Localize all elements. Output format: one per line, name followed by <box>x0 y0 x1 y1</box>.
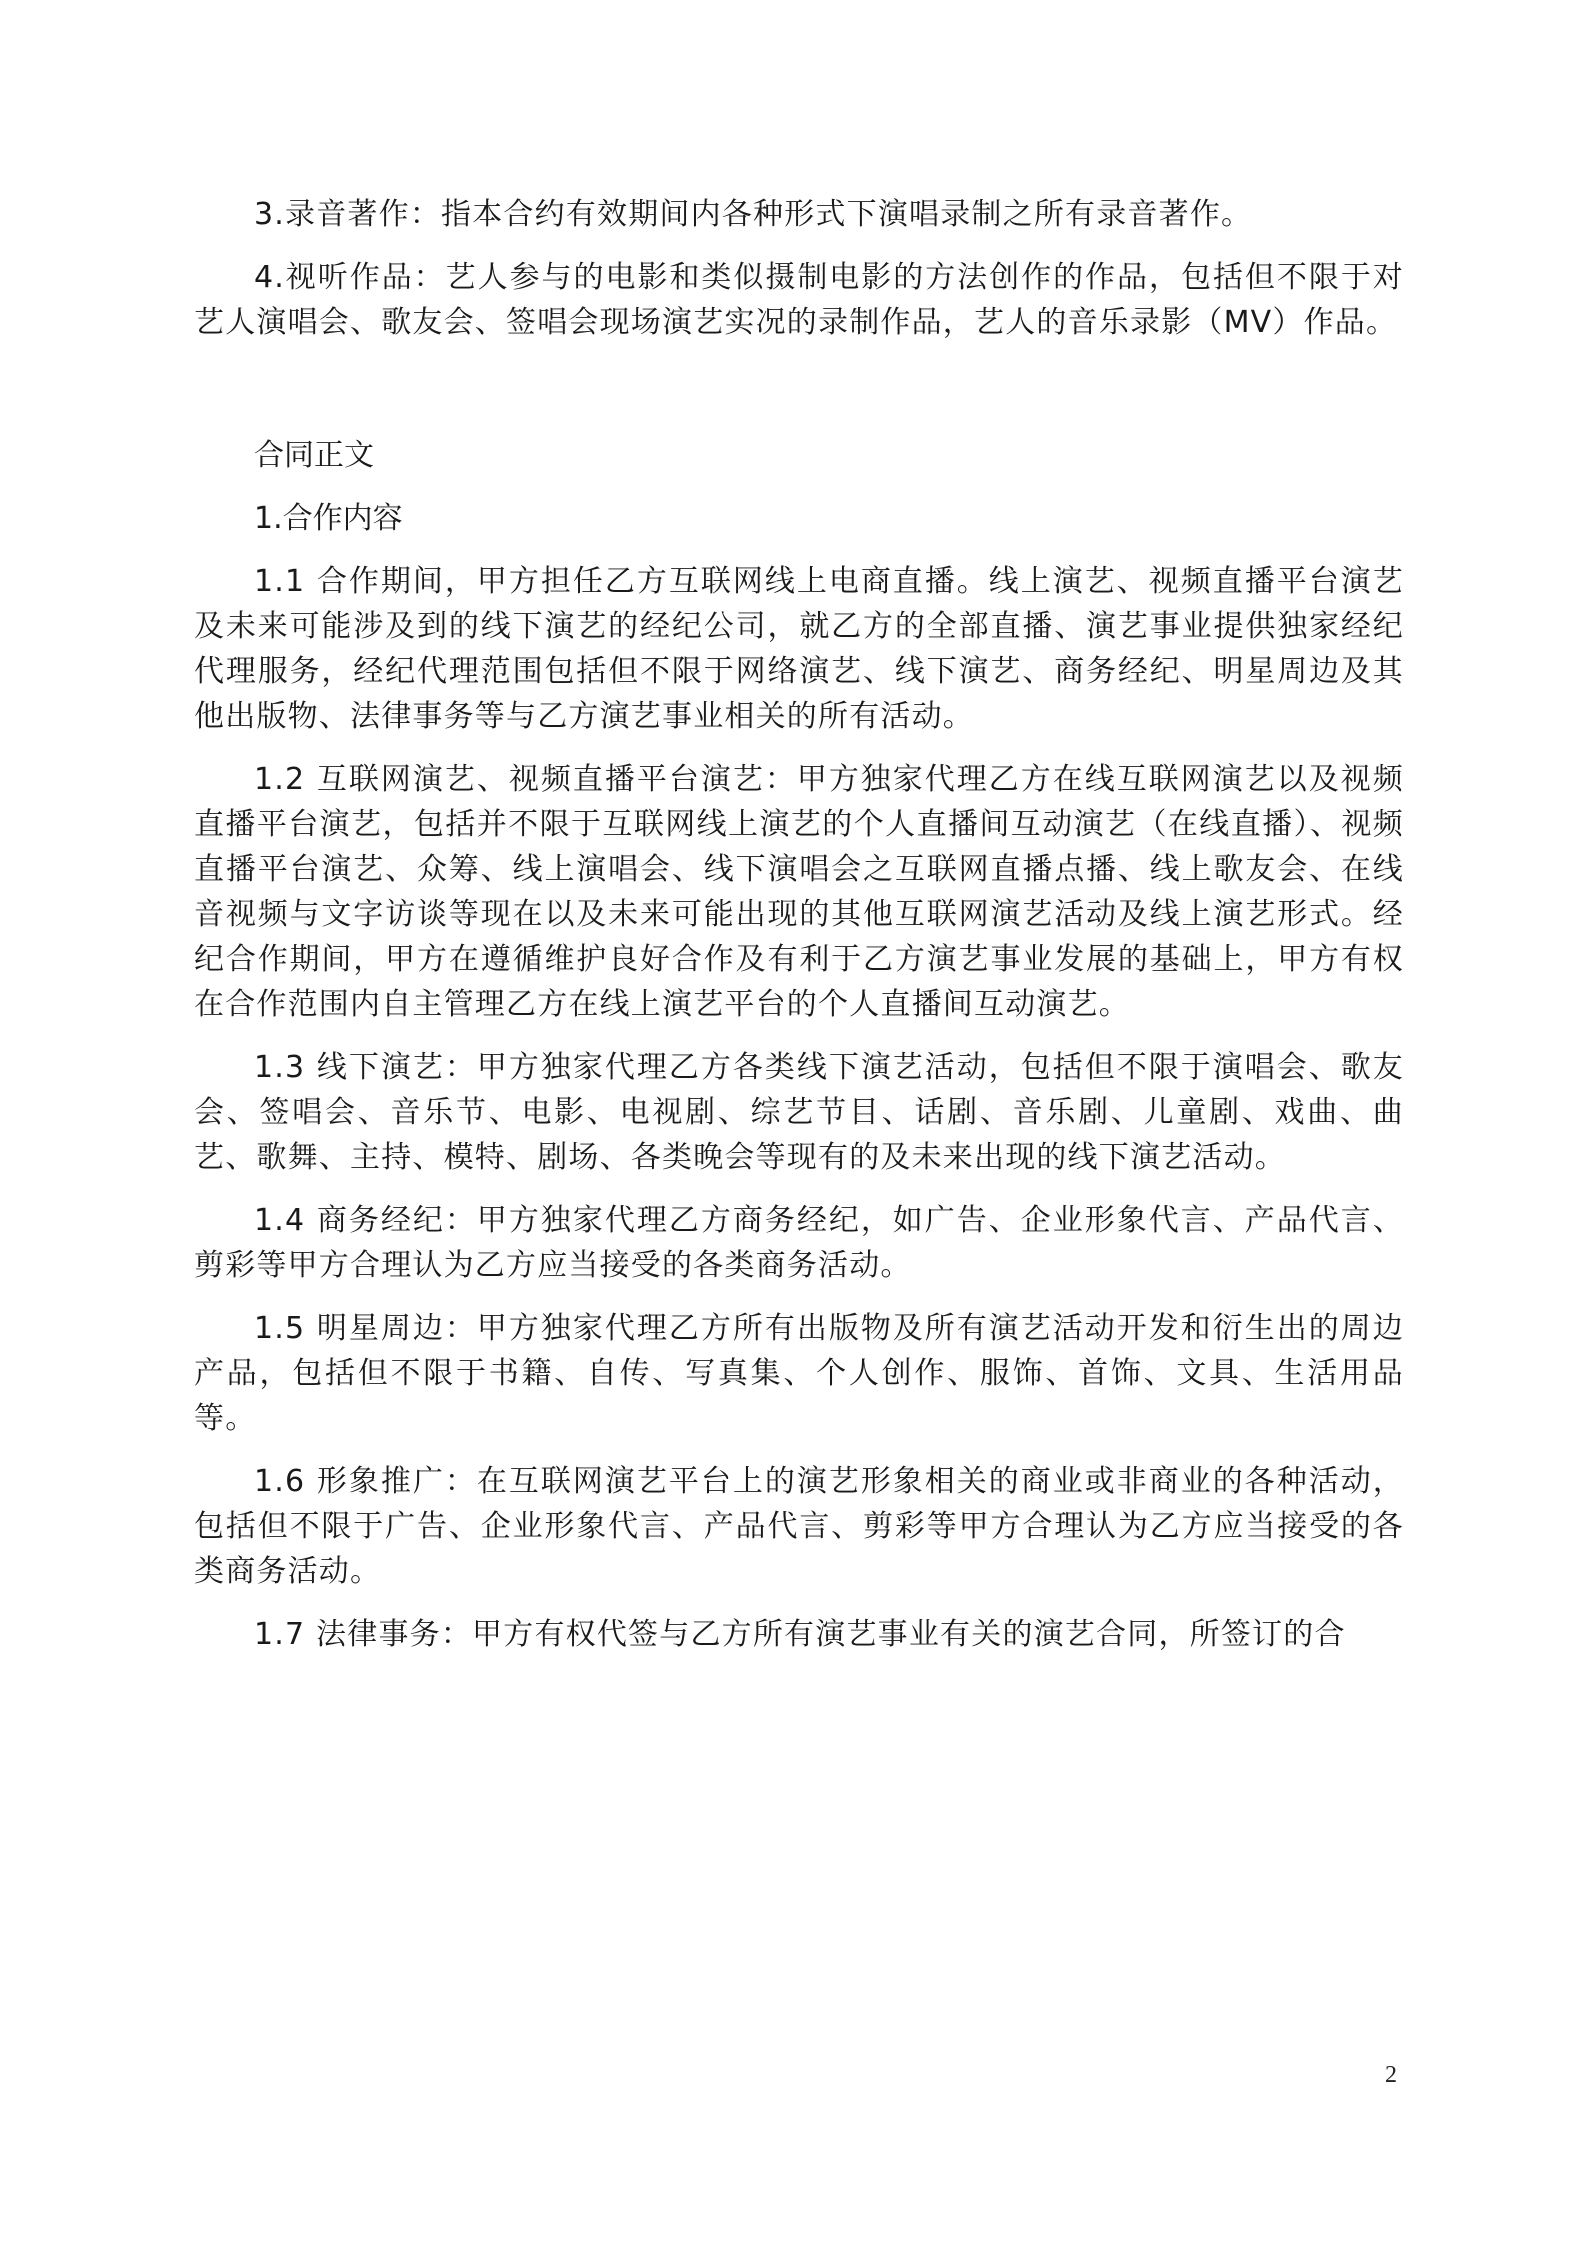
clause-1-2: 1.2 互联网演艺、视频直播平台演艺：甲方独家代理乙方在线互联网演艺以及视频直播平台演艺，包括并不限于互联网线上演艺的个人直播间互动演艺（在线直播）、视频直播平台演艺、众筹、线上演唱会、线下演唱会之互联网直播点播、线上歌友会、在线音视频与文字访谈等现在以及未来可能出现的其他互联网演艺活动及线上演艺形式。经纪合作期间，甲方在遵循维护良好合作及有利于乙方演艺事业发展的基础上，甲方有权在合作范围内自主管理乙方在线上演艺平台的个人直播间互动演艺。 <box>194 762 1404 1022</box>
section-1-title: 1.合作内容 <box>254 501 403 536</box>
section-spacer <box>194 363 1404 433</box>
clause-1-3: 1.3 线下演艺：甲方独家代理乙方各类线下演艺活动，包括但不限于演唱会、歌友会、签唱会、音乐节、电影、电视剧、综艺节目、话剧、音乐剧、儿童剧、戏曲、曲艺、歌舞、主持、模特、剧场、各类晚会等现有的及未来出现的线下演艺活动。 <box>194 1050 1404 1175</box>
document-content <box>194 192 1404 1675</box>
definition-item-3: 3.录音著作：指本合约有效期间内各种形式下演唱录制之所有录音著作。 <box>254 197 1253 232</box>
clause-1-6: 1.6 形象推广：在互联网演艺平台上的演艺形象相关的商业或非商业的各种活动，包括但不限于广告、企业形象代言、产品代言、剪彩等甲方合理认为乙方应当接受的各类商务活动。 <box>194 1464 1404 1589</box>
clause-1-1: 1.1 合作期间，甲方担任乙方互联网线上电商直播。线上演艺、视频直播平台演艺及未来可能涉及到的线下演艺的经纪公司，就乙方的全部直播、演艺事业提供独家经纪代理服务，经纪代理范围包括但不限于网络演艺、线下演艺、商务经纪、明星周边及其他出版物、法律事务等与乙方演艺事业相关的所有活动。 <box>194 564 1404 734</box>
clause-1-5: 1.5 明星周边：甲方独家代理乙方所有出版物及所有演艺活动开发和衍生出的周边产品，包括但不限于书籍、自传、写真集、个人创作、服饰、首饰、文具、生活用品等。 <box>194 1311 1404 1436</box>
clause-1-4: 1.4 商务经纪：甲方独家代理乙方商务经纪，如广告、企业形象代言、产品代言、剪彩等甲方合理认为乙方应当接受的各类商务活动。 <box>194 1203 1404 1283</box>
contract-body-title: 合同正文 <box>254 438 374 473</box>
definition-item-4: 4.视听作品：艺人参与的电影和类似摄制电影的方法创作的作品，包括但不限于对艺人演唱会、歌友会、签唱会现场演艺实况的录制作品，艺人的音乐录影（MV）作品。 <box>194 260 1404 340</box>
page-number: 2 <box>1385 2062 1397 2088</box>
clause-1-7: 1.7 法律事务：甲方有权代签与乙方所有演艺事业有关的演艺合同，所签订的合 <box>254 1617 1346 1652</box>
